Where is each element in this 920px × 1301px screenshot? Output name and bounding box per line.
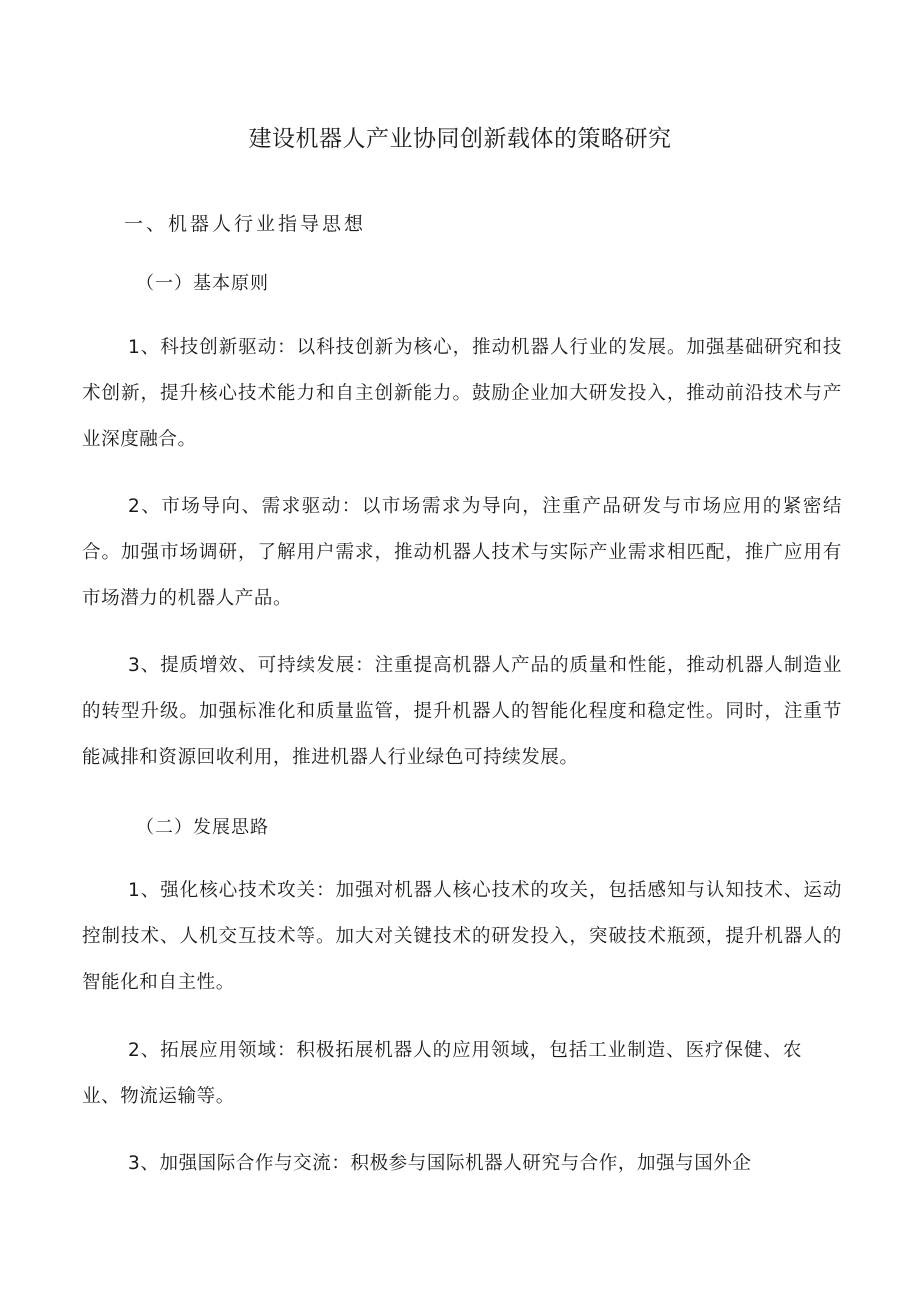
paragraph-core-tech: 1、强化核心技术攻关：加强对机器人核心技术的攻关，包括感知与认知技术、运动控制技术、人机交互技术等。加大对关键技术的研发投入，突破技术瓶颈，提升机器人的智能化和自主性。 (82, 880, 842, 993)
subsection-heading-development-approach: （二）发展思路 (136, 817, 269, 838)
document-title: 建设机器人产业协同创新载体的策略研究 (248, 126, 672, 152)
paragraph-quality-efficiency: 3、提质增效、可持续发展：注重提高机器人产品的质量和性能，推动机器人制造业的转型升级。加强标准化和质量监管，提升机器人的智能化程度和稳定性。同时，注重节能减排和资源回收利用，推进机器人行业绿色可持续发展。 (82, 655, 842, 768)
paragraph-application-fields: 2、拓展应用领域：积极拓展机器人的应用领域，包括工业制造、医疗保健、农业、物流运输等。 (82, 1040, 802, 1107)
paragraph-market-oriented: 2、市场导向、需求驱动：以市场需求为导向，注重产品研发与市场应用的紧密结合。加强市场调研，了解用户需求，推动机器人技术与实际产业需求相匹配，推广应用有市场潜力的机器人产品。 (82, 496, 842, 609)
paragraph-tech-innovation: 1、科技创新驱动：以科技创新为核心，推动机器人行业的发展。加强基础研究和技术创新，提升核心技术能力和自主创新能力。鼓励企业加大研发投入，推动前沿技术与产业深度融合。 (82, 337, 842, 450)
paragraph-international-cooperation: 3、加强国际合作与交流：积极参与国际机器人研究与合作，加强与国外企 (128, 1153, 752, 1174)
section-heading-guiding-thought: 一、机器人行业指导思想 (124, 213, 367, 235)
subsection-heading-basic-principles: （一）基本原则 (136, 273, 269, 294)
